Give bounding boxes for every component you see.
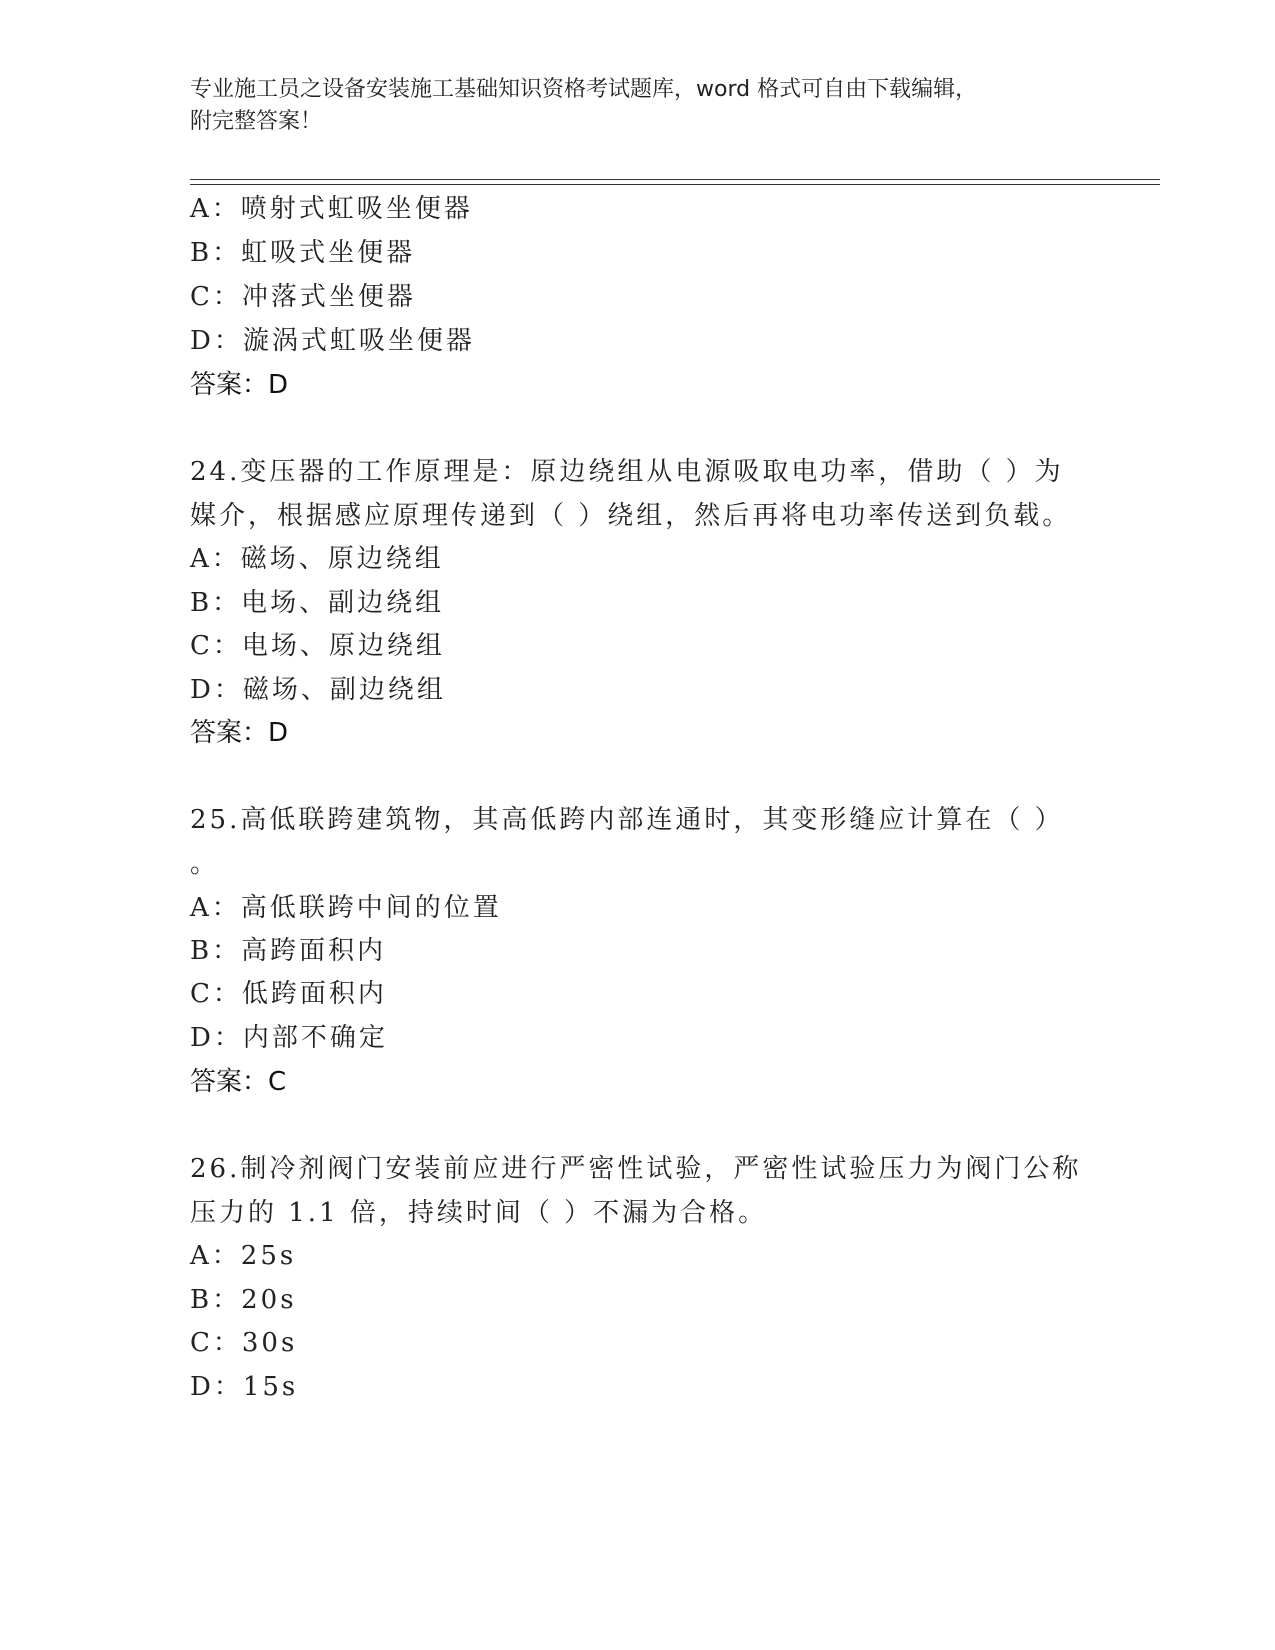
q23-option-c: C：冲落式坐便器 — [190, 282, 416, 312]
q24-stem-line-1: 24.变压器的工作原理是：原边绕组从电源吸取电功率，借助（ ）为 — [190, 457, 1064, 487]
q26-option-d: D：15s — [190, 1372, 299, 1402]
q24-answer: 答案：D — [190, 718, 289, 748]
q23-option-d: D：漩涡式虹吸坐便器 — [190, 326, 475, 356]
q26-option-a: A：25s — [190, 1241, 297, 1271]
header-line-2: 附完整答案！ — [190, 109, 323, 134]
q26-stem-line-1: 26.制冷剂阀门安装前应进行严密性试验，严密性试验压力为阀门公称 — [190, 1154, 1082, 1184]
q24-option-c: C：电场、原边绕组 — [190, 631, 445, 661]
q25-option-c: C：低跨面积内 — [190, 979, 387, 1009]
q25-stem-line-1: 25.高低联跨建筑物，其高低跨内部连通时，其变形缝应计算在（ ） — [190, 805, 1064, 835]
q24-option-b: B：电场、副边绕组 — [190, 588, 445, 618]
q26-option-b: B：20s — [190, 1285, 297, 1315]
header-divider-bottom — [190, 184, 1160, 185]
q25-option-b: B：高跨面积内 — [190, 936, 387, 966]
q24-stem-line-2: 媒介，根据感应原理传递到（ ）绕组，然后再将电功率传送到负载。 — [190, 501, 1072, 531]
q26-option-c: C：30s — [190, 1328, 298, 1358]
q25-option-d: D：内部不确定 — [190, 1023, 388, 1053]
q25-stem-line-2: 。 — [190, 849, 220, 879]
header-line-1: 专业施工员之设备安装施工基础知识资格考试题库，word 格式可自由下载编辑， — [190, 77, 978, 102]
q23-option-b: B：虹吸式坐便器 — [190, 238, 416, 268]
q25-option-a: A：高低联跨中间的位置 — [190, 893, 502, 923]
header-divider-top — [190, 179, 1160, 180]
document-page — [190, 0, 1160, 1650]
q23-option-a: A：喷射式虹吸坐便器 — [190, 194, 473, 224]
q25-answer: 答案：C — [190, 1067, 287, 1097]
q24-option-d: D：磁场、副边绕组 — [190, 675, 446, 705]
q26-stem-line-2: 压力的 1.1 倍，持续时间（ ）不漏为合格。 — [190, 1198, 768, 1228]
q23-answer: 答案：D — [190, 370, 289, 400]
document-header — [190, 74, 1090, 138]
q24-option-a: A：磁场、原边绕组 — [190, 544, 444, 574]
